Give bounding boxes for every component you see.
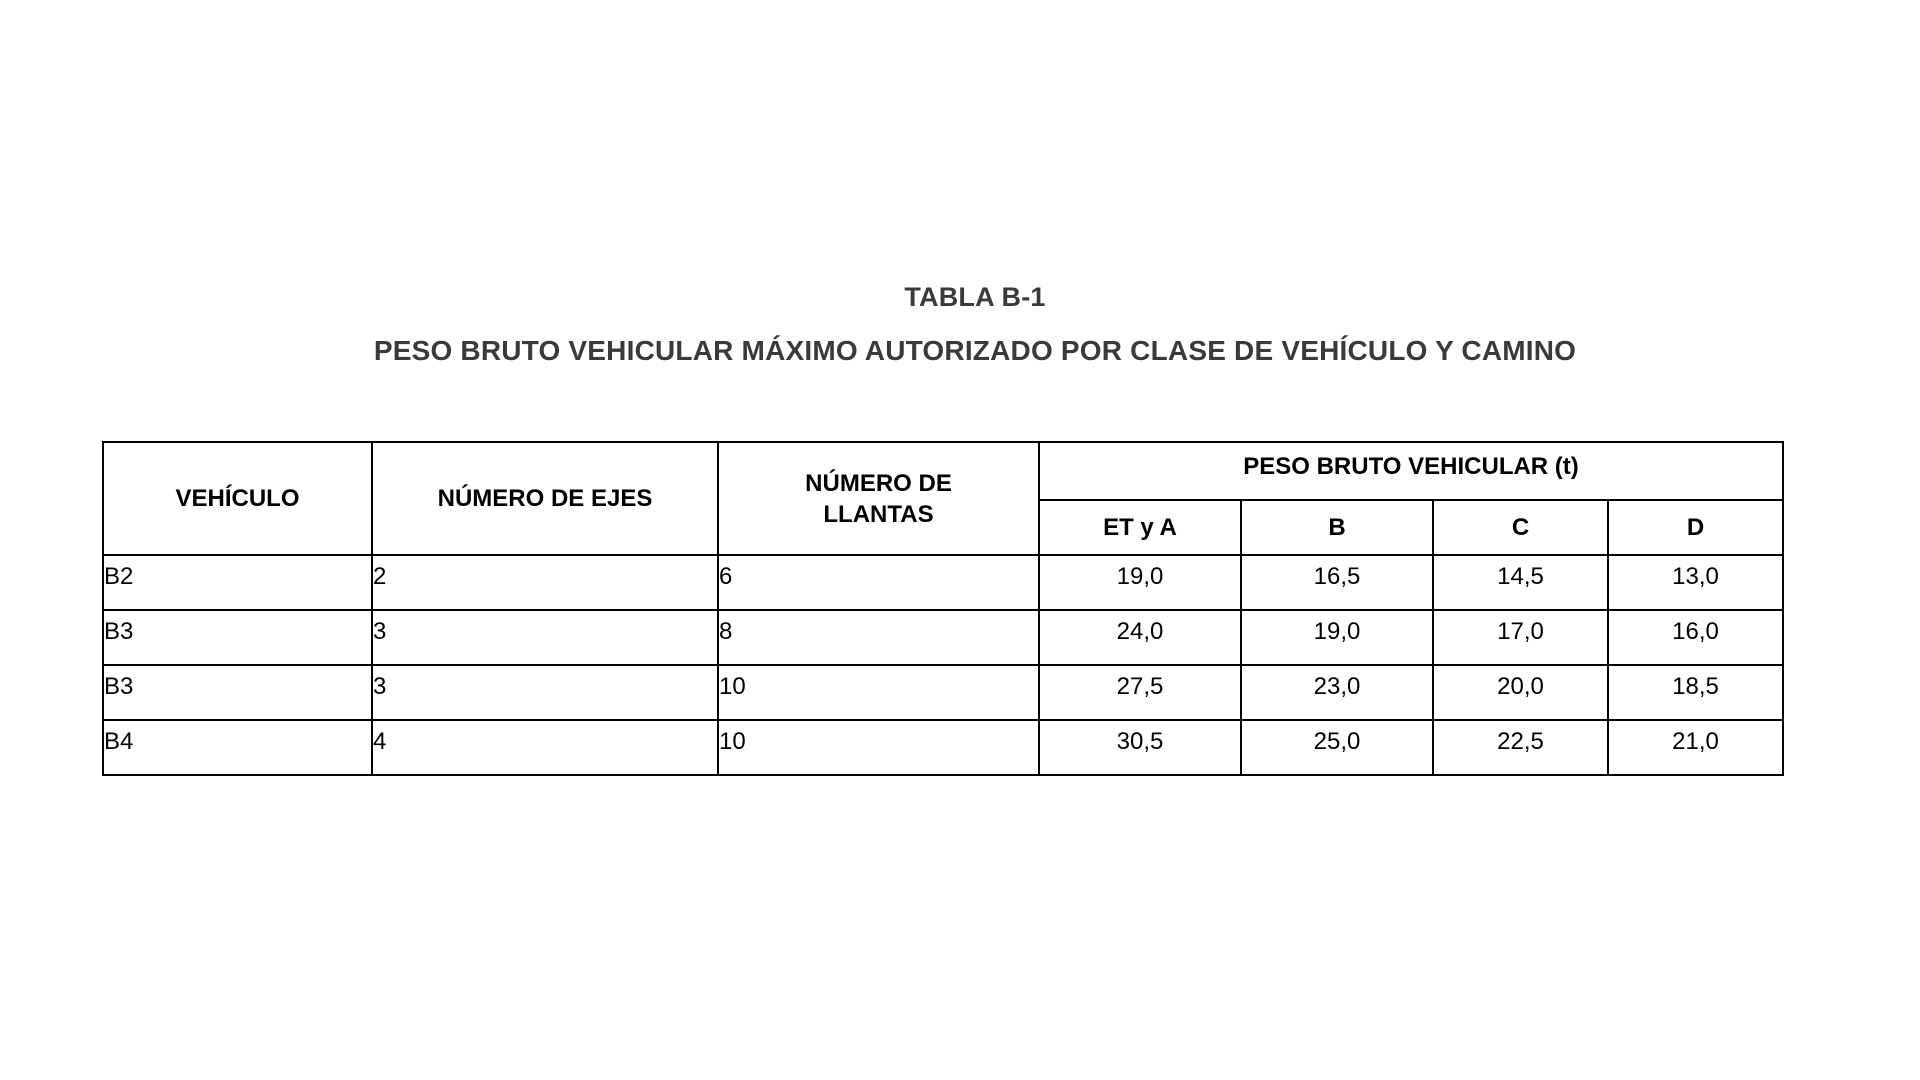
header-road-class: C — [1433, 500, 1608, 555]
table-row — [103, 665, 1783, 720]
table-subtitle: PESO BRUTO VEHICULAR MÁXIMO AUTORIZADO POR CLASE DE VEHÍCULO Y CAMINO — [373, 335, 1577, 366]
vehicle-cell: B3 — [103, 665, 372, 720]
vehicle-cell: B3 — [103, 610, 372, 665]
table-title: TABLA B-1 — [904, 282, 1046, 312]
axles-cell: 3 — [372, 610, 718, 665]
tires-cell: 6 — [718, 555, 1039, 610]
header-axles: NÚMERO DE EJES — [372, 442, 718, 555]
weight-cell: 21,0 — [1608, 720, 1783, 775]
tires-cell: 8 — [718, 610, 1039, 665]
weight-cell: 24,0 — [1039, 610, 1241, 665]
header-road-class: ET y A — [1039, 500, 1241, 555]
weight-cell: 25,0 — [1241, 720, 1433, 775]
weight-cell: 27,5 — [1039, 665, 1241, 720]
tires-cell: 10 — [718, 720, 1039, 775]
weight-cell: 18,5 — [1608, 665, 1783, 720]
weight-cell: 20,0 — [1433, 665, 1608, 720]
weight-cell: 30,5 — [1039, 720, 1241, 775]
weight-cell: 19,0 — [1039, 555, 1241, 610]
vehicle-cell: B2 — [103, 555, 372, 610]
tires-cell: 10 — [718, 665, 1039, 720]
axles-cell: 4 — [372, 720, 718, 775]
weight-cell: 16,0 — [1608, 610, 1783, 665]
table-row — [103, 610, 1783, 665]
header-row — [103, 442, 1783, 500]
vehicle-cell: B4 — [103, 720, 372, 775]
axles-cell: 3 — [372, 665, 718, 720]
table-row — [103, 555, 1783, 610]
weight-cell: 22,5 — [1433, 720, 1608, 775]
weight-cell: 16,5 — [1241, 555, 1433, 610]
table-row — [103, 720, 1783, 775]
weight-cell: 23,0 — [1241, 665, 1433, 720]
weight-cell: 13,0 — [1608, 555, 1783, 610]
header-road-class: D — [1608, 500, 1783, 555]
weight-cell: 14,5 — [1433, 555, 1608, 610]
header-road-class: B — [1241, 500, 1433, 555]
axles-cell: 2 — [372, 555, 718, 610]
header-vehicle: VEHÍCULO — [103, 442, 372, 555]
weight-cell: 19,0 — [1241, 610, 1433, 665]
header-tires: NÚMERO DE LLANTAS — [718, 442, 1039, 555]
gross-weight-table — [102, 441, 1784, 776]
header-gross-weight: PESO BRUTO VEHICULAR (t) — [1039, 442, 1783, 500]
weight-cell: 17,0 — [1433, 610, 1608, 665]
